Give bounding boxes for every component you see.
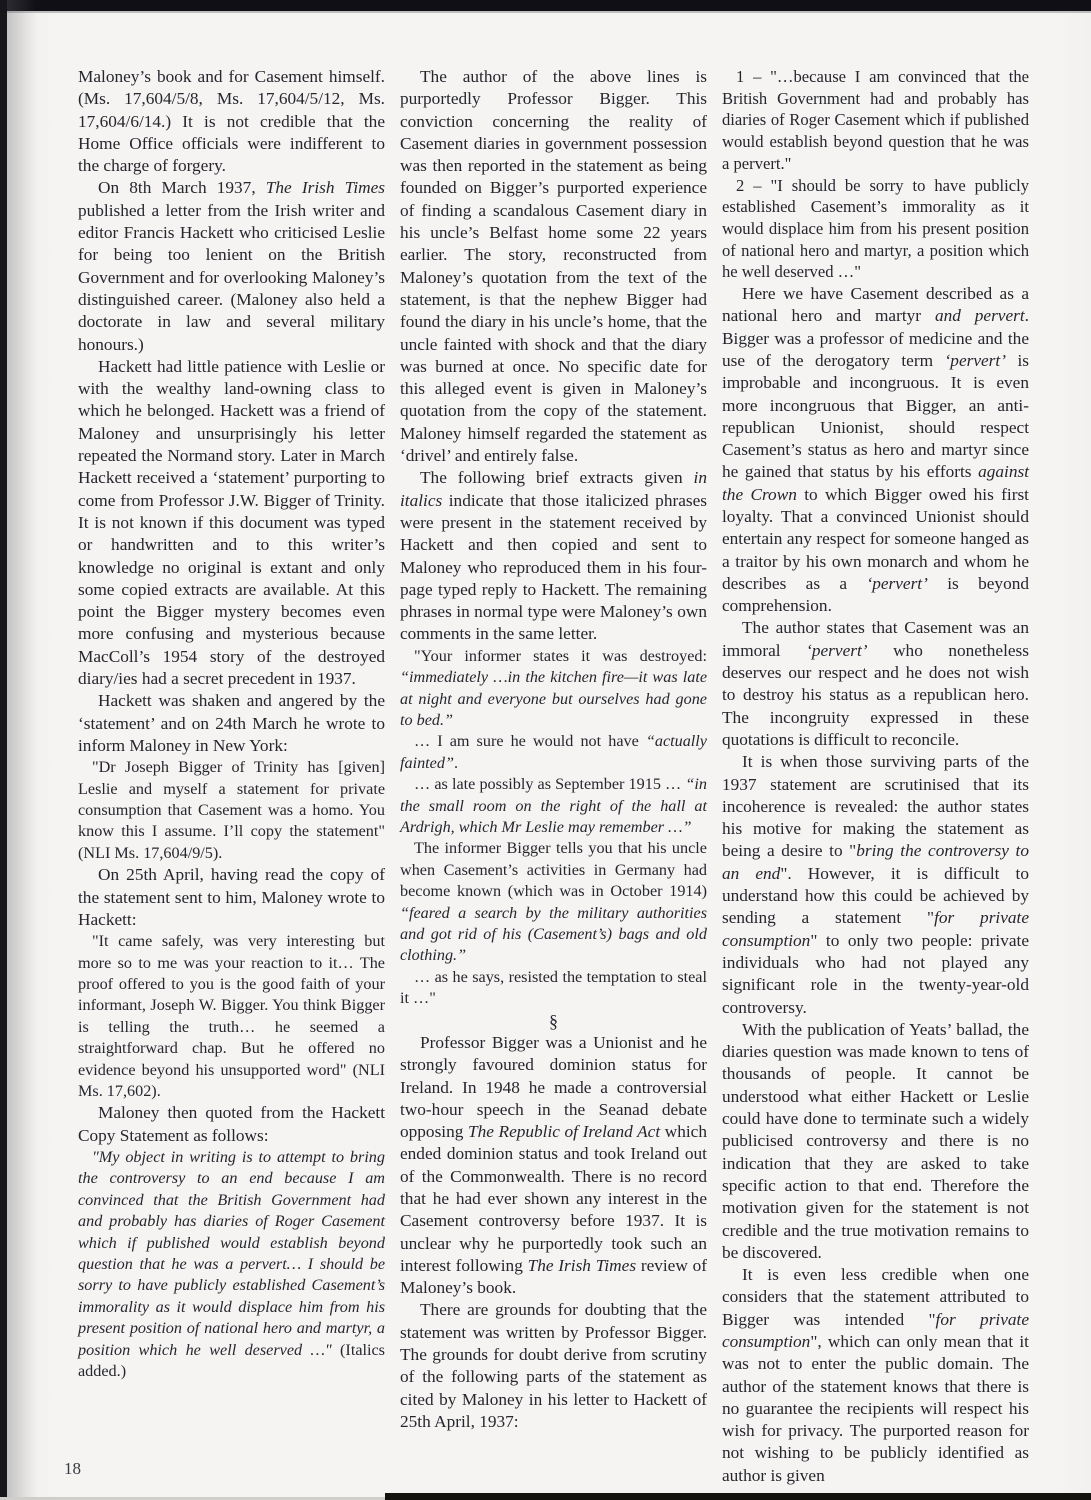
paragraph: "My object in writing is to attempt to bring the controversy to an end because I am convinced that the British Government had and probably has diaries of Roger Casement which if published would establish beyond question that he was a pervert… I should be sorry to have publicly established Casement’s immorality as it would displace him from his present position of national hero and martyr, a position which he well deserved …" (Italics added.) — [78, 1147, 385, 1381]
scan-edge-bottom — [385, 1493, 1091, 1500]
page-body — [78, 66, 1030, 1487]
paragraph: The following brief extracts given in italics indicate that those italicized phrases were present in the statement received by Hackett and then copied and sent to Maloney who reproduced them in his four-page typed reply to Hackett. The remaining phrases in normal type were Maloney’s own comments in the same letter. — [400, 468, 707, 644]
paragraph: Maloney then quoted from the Hackett Copy Statement as follows: — [78, 1103, 385, 1145]
paragraph: With the publication of Yeats’ ballad, the diaries question was made known to tens of thousands of people. It cannot be understood what either Hackett or Leslie could have done to terminate such a widely publicised controversy and there is no indication that they are asked to take specific action to that end. Therefore the motivation given for the statement is not credible and the true motivation remains to be discovered. — [722, 1019, 1029, 1262]
paragraph: Hackett had little patience with Leslie or with the wealthy land-owning class to which he belonged. Hackett was a friend of Maloney and unsurprisingly his letter repeated the Normand story. Later in March Hackett received a ‘statement’ purporting to come from Professor J.W. Bigger of Trinity. It is not known if this document was typed or handwritten and to this writer’s knowledge no original is extant and only some copied extracts are available. At this point the Bigger mystery becomes even more confusing and mysterious because MacColl’s 1954 story of the destroyed diary/ies had a secret precedent in 1937. — [78, 356, 385, 689]
column-1 — [78, 66, 385, 1487]
scan-edge-left — [0, 0, 7, 1500]
paragraph: The informer Bigger tells you that his uncle when Casement’s activities in Germany had become known (which was in October 1914) “feared a search by the military authorities and got rid of his (Casement’s) bags and old clothing.” — [400, 839, 707, 965]
paragraph: On 25th April, having read the copy of the statement sent to him, Maloney wrote to Hackett: — [78, 865, 385, 929]
paragraph: It is even less credible when one considers that the statement attributed to Bigger was intended "for private consumption", which can only mean that it was not to enter the public domain. The author of the statement knows that there is no guarantee the recipients will respect his wish for privacy. The purported reason for not wishing to be publicly identified as author is given — [722, 1265, 1029, 1485]
column-3 — [722, 66, 1029, 1487]
paragraph: The author states that Casement was an immoral ‘pervert’ who nonetheless deserves our respect and he does not wish to destroy his status as a republican hero. The incongruity expressed in these quotations is difficult to reconcile. — [722, 618, 1030, 749]
paragraph: Professor Bigger was a Unionist and he strongly favoured dominion status for Ireland. In 1948 he made a controversial two-hour speech in the Seanad debate opposing The Republic of Ireland Act which ended dominion status and took Ireland out of the Commonwealth. There is no record that he had ever shown any interest in the Casement controversy before 1937. It is unclear why he purportedly took such an interest following The Irish Times review of Maloney’s book. — [400, 1032, 707, 1298]
scan-edge-top — [0, 0, 1091, 11]
paragraph: Hackett was shaken and angered by the ‘statement’ and on 24th March he wrote to inform Maloney in New York: — [78, 691, 385, 755]
paragraph: On 8th March 1937, The Irish Times published a letter from the Irish writer and editor Francis Hackett who criticised Leslie for being too lenient on the British Government and for overlooking Maloney’s distinguished career. (Maloney also held a doctorate in law and several military honours.) — [78, 178, 385, 354]
paragraph: There are grounds for doubting that the statement was written by Professor Bigger. The grounds for doubt derive from scrutiny of the following parts of the statement as cited by Maloney in his letter to Hackett of 25th April, 1937: — [400, 1300, 707, 1431]
paragraph: 1 – "…because I am convinced that the British Government had and probably has diaries of Roger Casement which if published would establish beyond question that he was a pervert." — [722, 67, 1029, 173]
paragraph: Maloney’s book and for Casement himself. (Ms. 17,604/5/8, Ms. 17,604/5/12, Ms. 17,604/6/14.) It is not credible that the Home Office officials were indifferent to the charge of forgery. — [78, 67, 385, 176]
column-2 — [400, 66, 707, 1487]
paragraph: … as late possibly as September 1915 … “in the small room on the right of the hall at Ardrigh, which Mr Leslie may remember …” — [400, 775, 707, 836]
paragraph: 2 – "I should be sorry to have publicly established Casement’s immorality as it would displace him from his present position of national hero and martyr, a position which he well deserved …" — [722, 175, 1029, 282]
paragraph: … as he says, resisted the temptation to steal it …" — [400, 967, 707, 1008]
page-gutter-shadow — [7, 0, 37, 1500]
paragraph: "Dr Joseph Bigger of Trinity has [given] Leslie and myself a statement for private consumption that Casement was a homo. You know this I assume. I’ll copy the statement" (NLI Ms. 17,604/9/5). — [78, 758, 385, 862]
paragraph: The author of the above lines is purportedly Professor Bigger. This conviction concerning the reality of Casement diaries in government possession was then reported in the statement as being founded on Bigger’s purported experience of finding a scandalous Casement diary in his uncle’s Belfast home some 22 years earlier. The story, reconstructed from Maloney’s quotation from the text of the statement, is that the nephew Bigger had found the diary in his uncle’s home, that the uncle fainted with shock and that the diary was burned at once. No specific date for this alleged event is given in Maloney’s quotation from the copy of the statement. Maloney himself regarded the statement as ‘drivel’ and entirely false. — [400, 67, 707, 466]
paragraph: Here we have Casement described as a national hero and martyr and pervert. Bigger was a professor of medicine and the use of the derogatory term ‘pervert’ is improbable and incongruous. It is even more incongruous that Bigger, an anti-republican Unionist, should respect Casement’s status as hero and martyr since he gained that status by his efforts against the Crown to which Bigger owed his first loyalty. That a convinced Unionist should entertain any respect for someone hanged as a traitor by his own monarch and whom he describes as a ‘pervert’ is beyond comprehension. — [722, 284, 1029, 616]
paragraph: "Your informer states it was destroyed: “immediately …in the kitchen fire—it was late at night and everyone but ourselves had gone to bed.” — [400, 646, 707, 729]
section-mark: § — [549, 1010, 558, 1031]
paragraph: It is when those surviving parts of the 1937 statement are scrutinised that its incoherence is revealed: the author states his motive for making the statement as being a desire to "bring the controversy to an end". However, it is difficult to understand how this could be achieved by sending a statement "for private consumption" to only two people: private individuals who had not played any significant role in the twenty-year-old controversy. — [722, 752, 1030, 1017]
paragraph: "It came safely, was very interesting but more so to me was your reaction to it… The proof offered to you is the good faith of your informant, Joseph W. Bigger. You think Bigger is telling the truth… he seemed a straightforward chap. But he offered no evidence beyond his unsupported word" (NLI Ms. 17,602). — [78, 932, 385, 1100]
page-number: 18 — [64, 1459, 81, 1478]
paragraph: … I am sure he would not have “actually fainted”. — [400, 732, 707, 772]
